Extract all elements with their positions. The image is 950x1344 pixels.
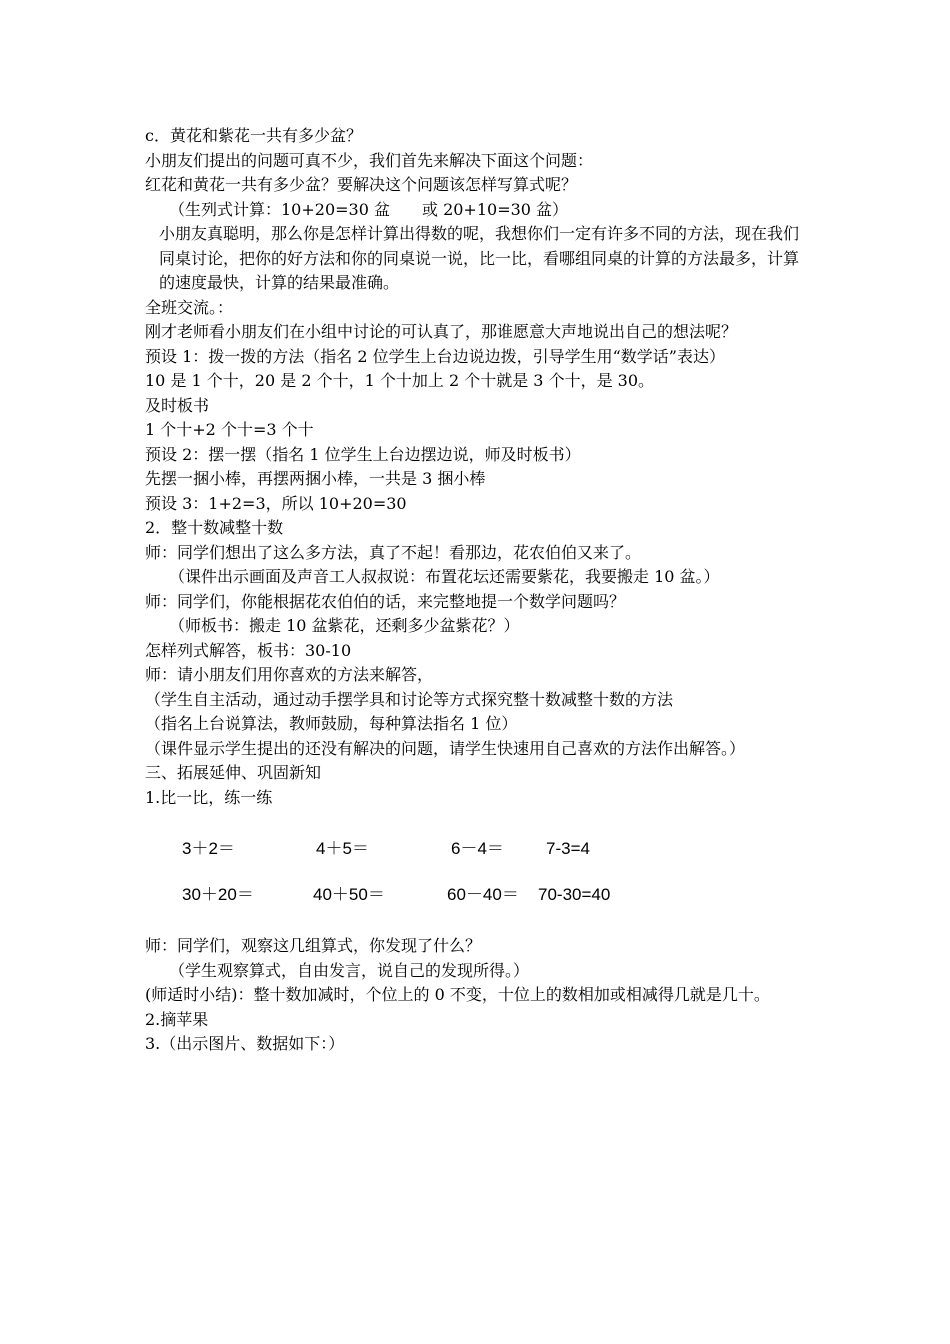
paragraph: 全班交流。：: [145, 297, 234, 317]
equation: 30＋20＝: [182, 885, 254, 904]
paragraph: 1 个十+2 个十=3 个十: [145, 420, 314, 439]
math-row: [145, 872, 811, 918]
equation: 6－4＝: [451, 839, 504, 858]
preset-3: 预设 3：1+2=3，所以 10+20=30: [145, 493, 407, 513]
document-body: [145, 124, 811, 1057]
paragraph: （学生观察算式，自由发言，说自己的发现所得。）: [169, 960, 530, 980]
equation: 40＋50＝: [313, 885, 385, 904]
paragraph: 师：请小朋友们用你喜欢的方法来解答，: [145, 665, 434, 684]
paragraph: 怎样列式解答，板书：30-10: [145, 640, 352, 660]
paragraph: 及时板书: [145, 395, 210, 415]
student-calculation: （生列式计算：10+20=30 盆 或 20+10=30 盆）: [169, 199, 569, 219]
paragraph: 10 是 1 个十，20 是 2 个十，1 个十加上 2 个十就是 3 个十，是 30。: [145, 371, 655, 390]
paragraph: 师：同学们想出了这么多方法，真了不起！看那边，花农伯伯又来了。: [145, 542, 642, 562]
equation: 60－40＝: [447, 885, 519, 904]
question-c: c．黄花和紫花一共有多少盆？: [145, 126, 362, 145]
exercise-heading: 3.（出示图片、数据如下：）: [145, 1034, 345, 1053]
teacher-summary: (师适时小结)：整十数加减时，个位上的 0 不变，十位上的数相加或相减得几就是几十。: [145, 985, 770, 1004]
exercise-heading: 2.摘苹果: [145, 1009, 209, 1029]
section-heading: 三、拓展延伸、巩固新知: [145, 763, 322, 782]
section-heading: 2．整十数减整十数: [145, 518, 284, 537]
paragraph: （课件显示学生提出的还没有解决的问题，请学生快速用自己喜欢的方法作出解答。）: [145, 738, 746, 758]
paragraph: 小朋友真聪明，那么你是怎样计算出得数的呢，我想你们一定有许多不同的方法，现在我们同桌讨论，把你的好方法和你的同桌说一说，比一比，看哪组同桌的计算的方法最多，计算的速度最快，计算的结果最准确。: [159, 224, 800, 292]
spacer: [145, 918, 811, 934]
paragraph: （课件出示画面及声音工人叔叔说：布置花坛还需要紫花，我要搬走 10 盆。）: [169, 567, 720, 586]
paragraph: 师：同学们，观察这几组算式，你发现了什么？: [145, 936, 482, 955]
paragraph: （师板书：搬走 10 盆紫花，还剩多少盆紫花？）: [169, 616, 520, 635]
spacer: [145, 810, 811, 826]
math-row: [145, 826, 811, 872]
exercise-heading: 1.比一比，练一练: [145, 787, 273, 807]
paragraph: 红花和黄花一共有多少盆？要解决这个问题该怎样写算式呢？: [145, 175, 578, 194]
paragraph: 小朋友们提出的问题可真不少，我们首先来解决下面这个问题：: [145, 150, 594, 170]
preset-1: 预设 1：拨一拨的方法（指名 2 位学生上台边说边拨，引导学生用“数学话”表达）: [145, 346, 725, 366]
equation: 3＋2＝: [182, 839, 235, 858]
paragraph: （指名上台说算法，教师鼓励，每种算法指名 1 位）: [145, 714, 518, 733]
equation: 7-3=4: [546, 839, 590, 858]
paragraph: 先摆一捆小棒，再摆两捆小棒，一共是 3 捆小棒: [145, 469, 486, 488]
paragraph: （学生自主活动，通过动手摆学具和讨论等方式探究整十数减整十数的方法: [145, 689, 674, 709]
equation: 70-30=40: [538, 885, 611, 904]
preset-2: 预设 2：摆一摆（指名 1 位学生上台边摆边说，师及时板书）: [145, 444, 581, 464]
paragraph: 刚才老师看小朋友们在小组中讨论的可认真了，那谁愿意大声地说出自己的想法呢？: [145, 322, 738, 341]
equation: 4＋5＝: [316, 839, 369, 858]
paragraph: 师：同学们，你能根据花农伯伯的话，来完整地提一个数学问题吗？: [145, 591, 626, 611]
